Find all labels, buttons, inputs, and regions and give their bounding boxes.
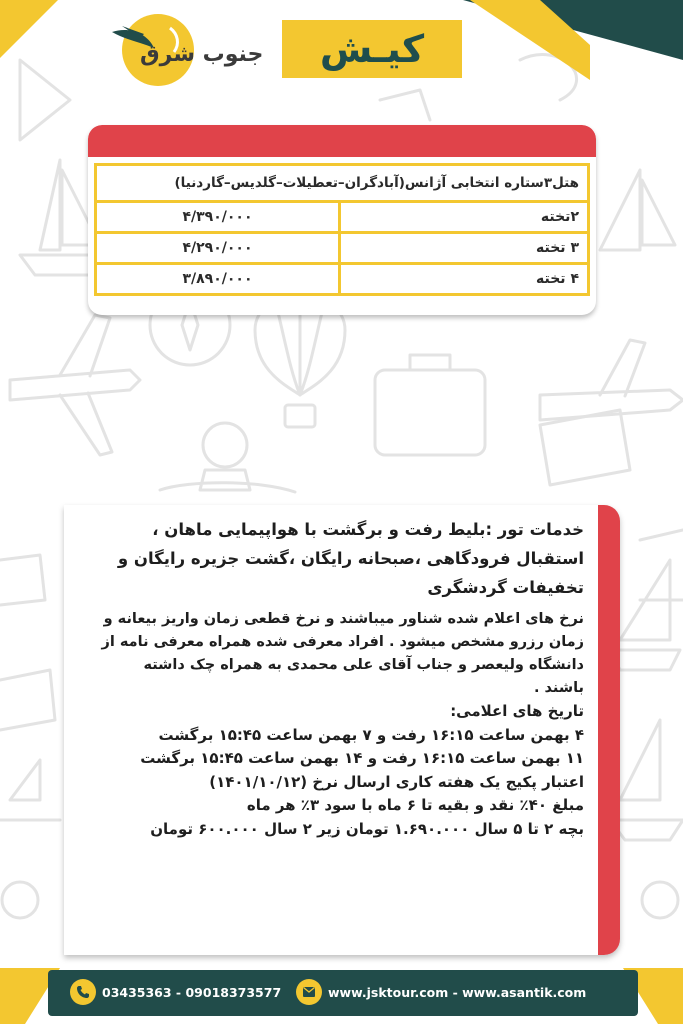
phone-icon xyxy=(70,979,96,1005)
note-line: دانشگاه ولیعصر و جناب آقای علی محمدی به همراه چک داشته xyxy=(143,657,584,673)
email-icon xyxy=(296,979,322,1005)
date-line: بچه ۲ تا ۵ سال ۱.۶۹۰.۰۰۰ تومان زیر ۲ سال ۶۰۰.۰۰۰ تومان xyxy=(150,819,584,838)
page-title: کیـش xyxy=(319,27,425,71)
bed-type-cell: ۴ تخته xyxy=(340,264,589,295)
hotel-price-card xyxy=(88,125,596,315)
date-line: مبلغ ۴۰٪ نقد و بقیه تا ۶ ماه با سود ۳٪ هر ماه xyxy=(246,796,584,814)
header-yellow-stripe xyxy=(470,0,590,80)
bed-type-cell: ۲تخته xyxy=(340,202,589,233)
website-links[interactable]: www.jsktour.com - www.asantik.com xyxy=(328,985,587,1000)
note-line: زمان رزرو مشخص میشود . افراد معرفی شده همراه معرفی نامه از xyxy=(101,634,584,650)
hotel-price-table xyxy=(94,163,590,296)
table-header-row xyxy=(96,165,589,202)
note-line: نرخ های اعلام شده شناور میباشند و نرخ قطعی زمان واریز بیعانه و xyxy=(103,611,584,627)
price-cell: ۳/۸۹۰/۰۰۰ xyxy=(96,264,340,295)
table-row xyxy=(96,202,589,233)
header-yellow-shape xyxy=(0,0,60,60)
note-line: باشند . xyxy=(534,680,584,696)
description-red-strip xyxy=(598,505,620,955)
date-line: ۱۱ بهمن ساعت ۱۶:۱۵ رفت و ۱۴ بهمن ساعت ۱۵:۴۵ برگشت xyxy=(140,749,584,767)
services-line: خدمات تور :بلیط رفت و برگشت با هواپیمایی ماهان ، xyxy=(152,520,584,539)
table-row xyxy=(96,233,589,264)
card-red-header xyxy=(88,125,596,157)
services-line: تخفیفات گردشگری xyxy=(427,578,584,597)
bed-type-cell: ۳ تخته xyxy=(340,233,589,264)
hotel-header-cell: هتل۳ستاره انتخابی آژانس(آبادگران–تعطیلات–گلدیس–گاردنیا) xyxy=(96,165,589,202)
description-body xyxy=(84,515,584,841)
date-line: اعتبار پکیج یک هفته کاری ارسال نرخ (۱۴۰۱/۱۰/۱۲) xyxy=(209,772,584,791)
description-card xyxy=(64,505,620,955)
brand-name: جنوب شرق xyxy=(140,42,264,67)
table-row xyxy=(96,264,589,295)
contact-footer xyxy=(48,970,638,1016)
phone-numbers: 03435363 - 09018373577 xyxy=(102,985,282,1000)
price-cell: ۴/۲۹۰/۰۰۰ xyxy=(96,233,340,264)
date-line: ۴ بهمن ساعت ۱۶:۱۵ رفت و ۷ بهمن ساعت ۱۵:۴۵ برگشت xyxy=(158,725,584,744)
services-line: استقبال فرودگاهی ،صبحانه رایگان ،گشت جزیره رایگان و xyxy=(117,549,584,568)
dates-title: تاریخ های اعلامی: xyxy=(450,702,584,720)
price-cell: ۴/۳۹۰/۰۰۰ xyxy=(96,202,340,233)
